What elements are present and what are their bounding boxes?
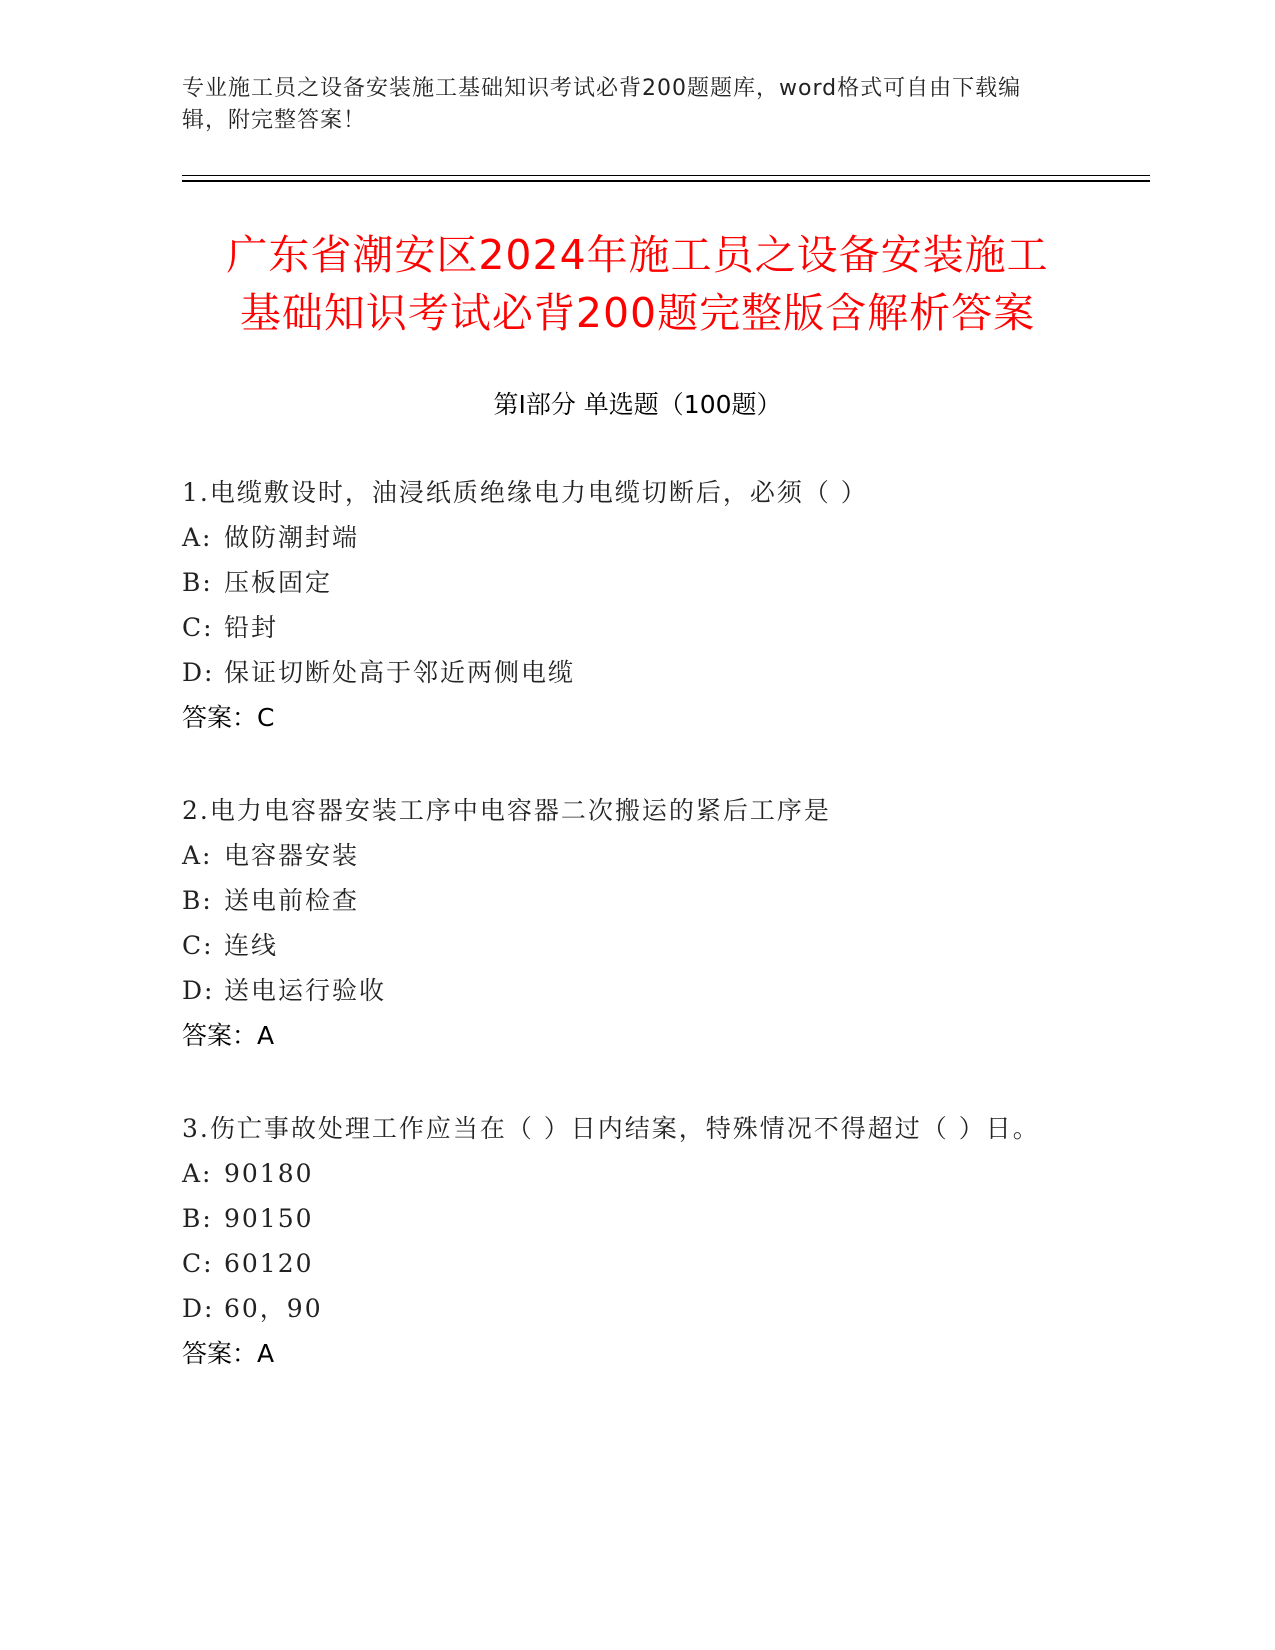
document-title-line-1: 广东省潮安区2024年施工员之设备安装施工 [226,231,1049,279]
option-c [182,1241,1062,1286]
option-text: 压板固定 [224,568,333,597]
option-a [182,515,1062,560]
option-a [182,833,1062,878]
option-d [182,1286,1062,1331]
document-title-line-2: 基础知识考试必背200题完整版含解析答案 [239,289,1036,337]
section-heading: 第Ⅰ部分 单选题（100题） [493,390,782,419]
question-3 [182,1106,1062,1376]
option-c [182,923,1062,968]
option-key: A: [182,841,213,870]
option-b [182,878,1062,923]
option-key: B: [182,886,213,915]
option-b [182,1196,1062,1241]
answer-line: 答案：C [182,703,275,732]
option-b [182,560,1062,605]
option-text: 90180 [224,1159,314,1188]
option-d [182,650,1062,695]
question-1 [182,470,1062,740]
option-text: 电容器安装 [224,841,360,870]
option-key: C: [182,1249,214,1278]
header-divider-top [182,175,1150,176]
option-d [182,968,1062,1013]
answer-line: 答案：A [182,1021,275,1050]
question-stem: 2.电力电容器安装工序中电容器二次搬运的紧后工序是 [182,796,831,825]
option-a [182,1151,1062,1196]
question-2 [182,788,1062,1058]
option-key: D: [182,976,215,1005]
option-key: B: [182,568,213,597]
header-divider-bottom [182,180,1150,182]
option-key: D: [182,1294,215,1323]
question-stem: 3.伤亡事故处理工作应当在（ ）日内结案，特殊情况不得超过（ ）日。 [182,1114,1040,1143]
option-text: 60，90 [224,1294,323,1323]
question-stem: 1.电缆敷设时，油浸纸质绝缘电力电缆切断后，必须（ ） [182,478,868,507]
option-key: A: [182,1159,213,1188]
option-c [182,605,1062,650]
header-note: 专业施工员之设备安装施工基础知识考试必背200题题库，word格式可自由下载编辑，附完整答案！ [182,76,1022,133]
option-text: 做防潮封端 [224,523,360,552]
document-title [100,226,1175,342]
option-text: 送电运行验收 [224,976,387,1005]
option-key: C: [182,613,214,642]
option-text: 保证切断处高于邻近两侧电缆 [224,658,576,687]
option-text: 连线 [224,931,279,960]
answer-line: 答案：A [182,1339,275,1368]
option-text: 60120 [224,1249,314,1278]
option-key: B: [182,1204,213,1233]
option-text: 铅封 [224,613,279,642]
option-key: D: [182,658,215,687]
option-text: 90150 [224,1204,314,1233]
option-key: C: [182,931,214,960]
option-key: A: [182,523,213,552]
option-text: 送电前检查 [224,886,360,915]
